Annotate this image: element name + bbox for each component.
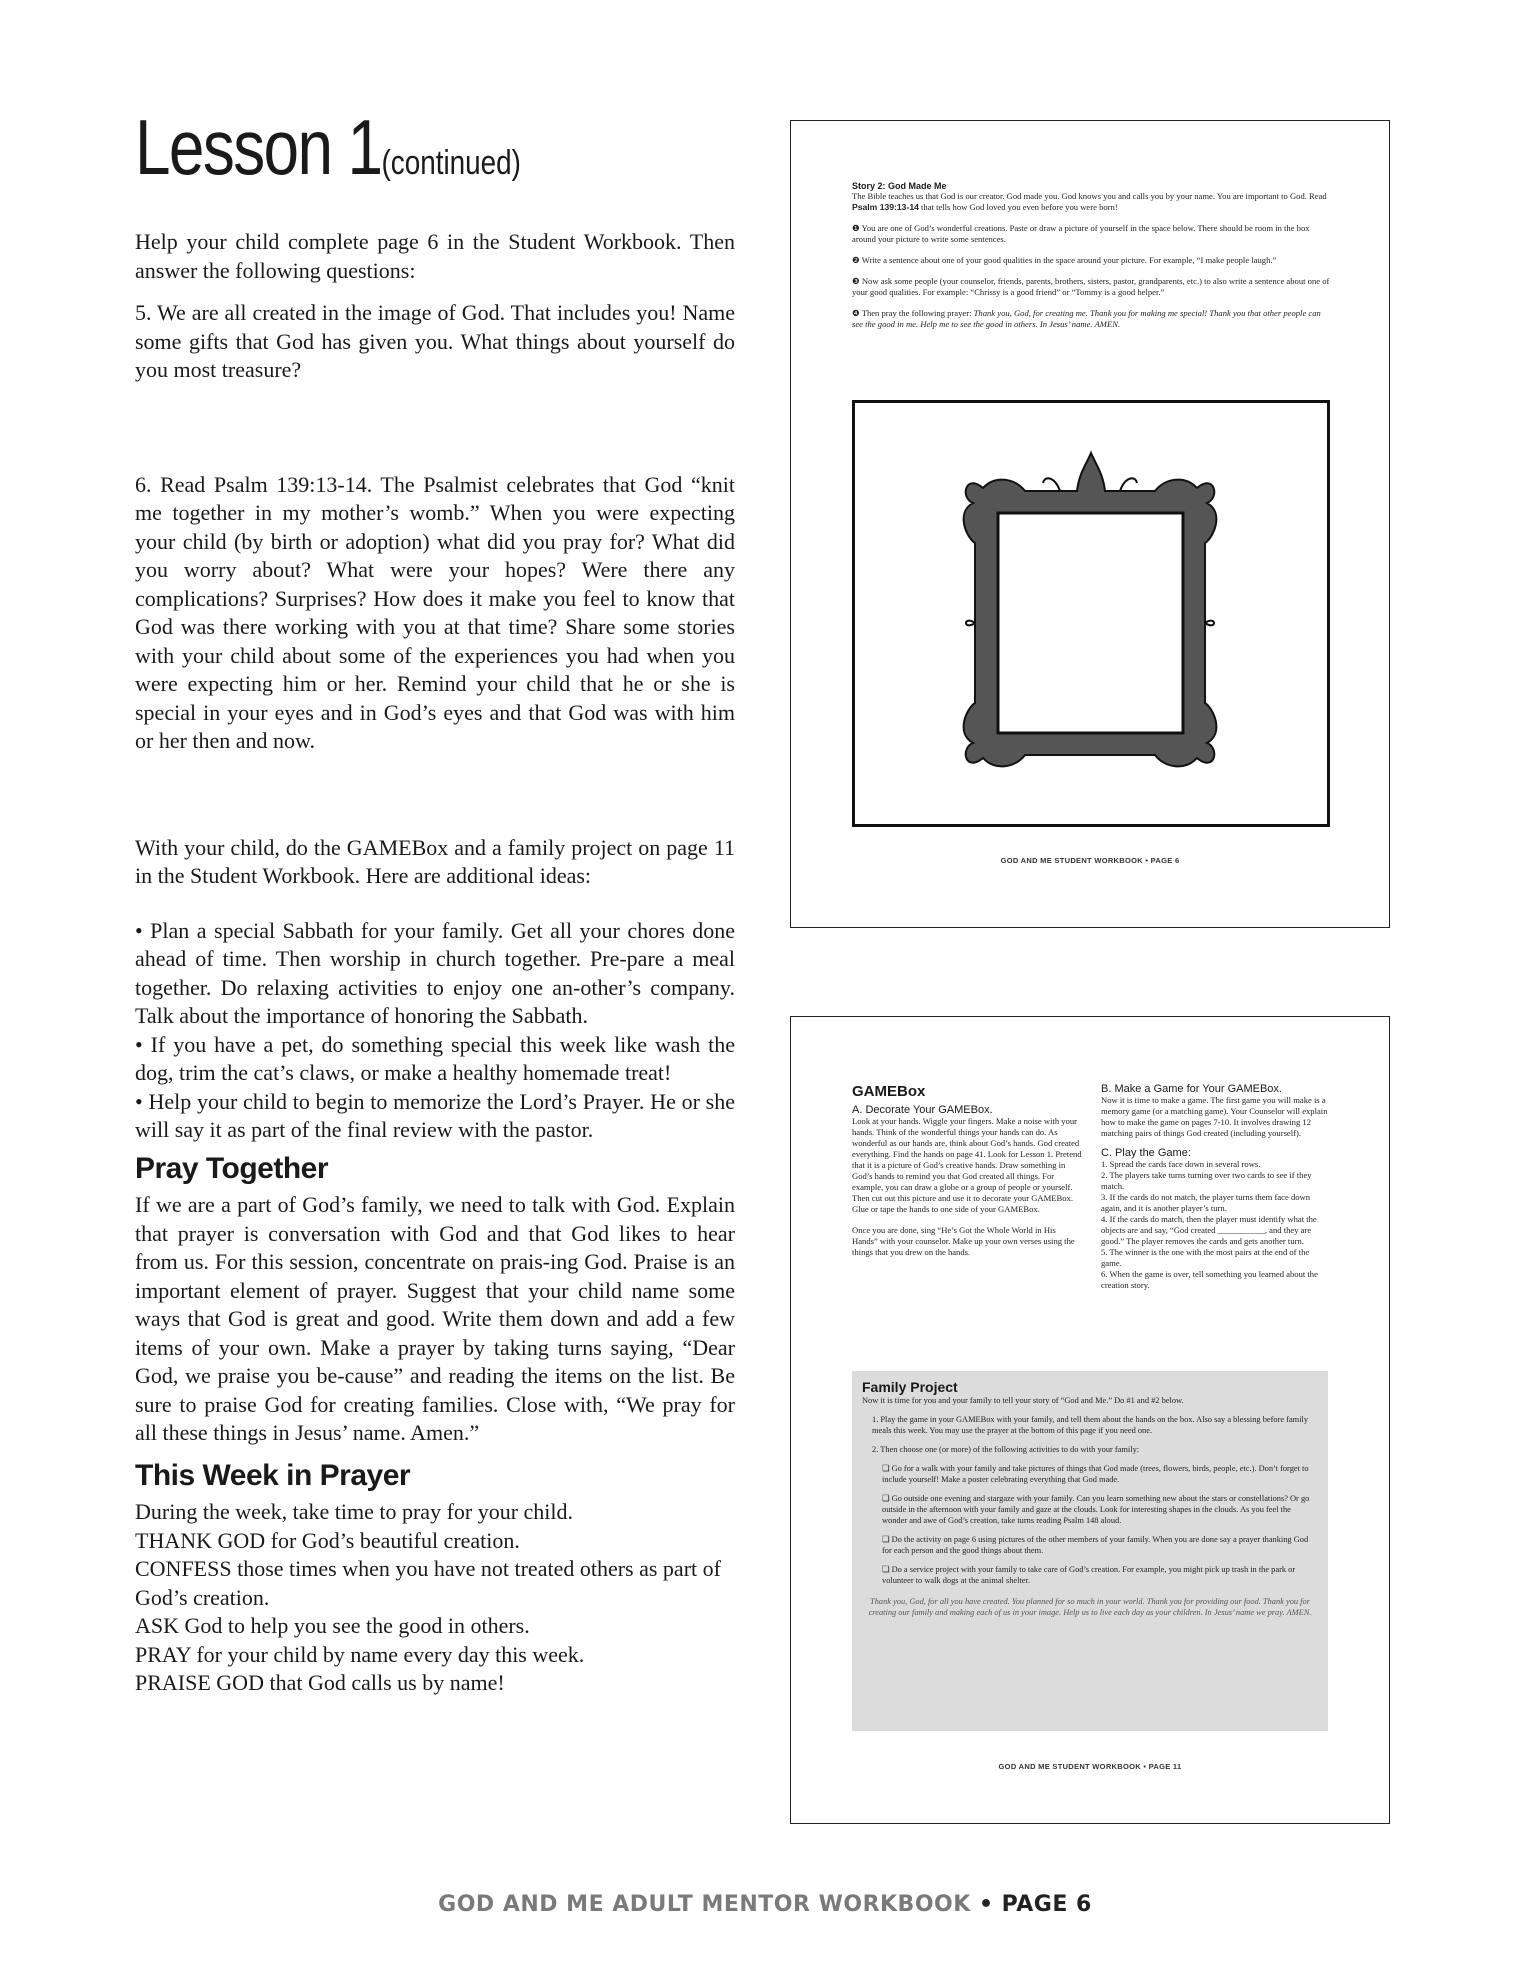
family-project-option: ❏ Do a service project with your family to take care of God’s creation. For example, you might pick up trash in the park or volunteer to walk dogs at the animal shelter. (882, 1565, 1296, 1585)
lesson-title: Lesson 1 (135, 103, 382, 191)
week-prayer-list (135, 1498, 735, 1698)
decorate-text-2: Once you are done, sing “He’s Got the Whole World in His Hands” with your counselor. Make up your own verses using the things that you drew on the hands. (852, 1225, 1075, 1257)
prayer-line: PRAISE GOD that God calls us by name! (135, 1670, 505, 1695)
make-game-title: B. Make a Game for Your GAMEBox. (1101, 1083, 1282, 1095)
prayer-line: ASK God to help you see the good in others. (135, 1613, 530, 1638)
family-project-intro: Now it is time for you and your family to tell your story of “God and Me.” Do #1 and #2 below. (862, 1396, 1184, 1405)
gamebox-intro: With your child, do the GAMEBox and a family project on page 11 in the Student Workbook. Here are additional ideas: (135, 834, 735, 888)
play-step: 6. When the game is over, tell something you learned about the creation story. (1101, 1269, 1318, 1290)
family-project-step: 2. Then choose one (or more) of the following activities to do with your family: (872, 1445, 1140, 1454)
story-step (852, 308, 1332, 330)
prayer-line: PRAY for your child by name every day this week. (135, 1641, 585, 1667)
story-step: ❶ You are one of God’s wonderful creations. Paste or draw a picture of yourself in the space below. There should be room in the box around your picture to write some sentences. (852, 223, 1310, 244)
story-intro-end: that tells how God loved you even before you were born! (918, 202, 1118, 212)
play-step: 1. Spread the cards face down in several rows. (1101, 1159, 1261, 1169)
gamebox-col-b (1101, 1083, 1331, 1291)
week-prayer-heading: This Week in Prayer (135, 1458, 411, 1492)
play-game-title: C. Play the Game: (1101, 1147, 1191, 1159)
question-6: 6. Read Psalm 139:13-14. The Psalmist celebrates that God “knit me together in my mother’s womb.” When you were expecting your child (by birth or adoption) what did you pray for? What did you worry about? What were your hopes? Were there any complications? Surprises? How does it make you feel to know that God was there working with you at that time? Share some stories with your child about some of the experiences you had when you were expecting him or her. Remind your child that he or she is special in your eyes and in God’s eyes and that God was with him or her then and now. (135, 471, 735, 753)
ornate-frame-icon (855, 403, 1327, 824)
gamebox-col-a (852, 1083, 1082, 1258)
workbook-page-11-thumbnail (790, 1016, 1390, 1824)
family-project-option: ❏ Go for a walk with your family and take pictures of things that God made (trees, flowers, birds, people, etc.). Don’t forget to include yourself! Make a poster celebrating everything that God made. (882, 1464, 1309, 1484)
step4-lead: ❹ Then pray the following prayer: (852, 308, 974, 318)
thumb-footer: GOD AND ME STUDENT WORKBOOK • PAGE 6 (1000, 856, 1180, 865)
story-step: ❷ Write a sentence about one of your good qualities in the space around your picture. For example, “I make people laugh.” (852, 255, 1277, 265)
idea-item: • If you have a pet, do something special this week like wash the dog, trim the cat’s claws, or make a healthy homemade treat! (135, 1031, 735, 1085)
pray-together-text: If we are a part of God’s family, we need to talk with God. Explain that prayer is conversation with God and that God likes to hear from us. For this session, concentrate on prais-ing God. Praise is an important element of prayer. Suggest that your child name some ways that God is great and good. Write them down and add a few items of your own. Make a prayer by taking turns saying, “Dear God, we praise you be-cause” and reading the items on the list. Be sure to praise God for creating families. Close with, “We pray for all these things in Jesus’ name. Amen.” (135, 1192, 735, 1445)
picture-box (852, 400, 1330, 827)
play-step: 4. If the cards do match, then the player must identify what the objects are and say, “God created ___________, and they are good.” The player removes the cards and gets another turn. (1101, 1214, 1317, 1246)
body-text (135, 228, 735, 1698)
family-prayer: Thank you, God, for all you have created. You planned for so much in your world. Thank you for providing our food. Thank you for creating our family and making each of us in your image. Help us to live each day as your children. In Jesus’ name we pray. AMEN. (868, 1597, 1312, 1617)
decorate-text: Look at your hands. Wiggle your fingers. Make a noise with your hands. Think of the wonderful things your hands can do. As wonderful as our hands are, think about God’s hands. God created everything. Find the hands on page 41. Look for Lesson 1. Pretend that it is a picture of God’s creative hands. Draw something in God’s hands to remind you that God created all things. For example, you can draw a globe or a group of people or yourself. Then cut out this picture and use it to decorate your GAMEBox. Glue or tape the hands to one side of your GAMEBox. (852, 1116, 1082, 1214)
footer-page-number: PAGE 6 (1001, 1892, 1092, 1917)
story-section (852, 181, 1332, 330)
continued-label: (continued) (381, 144, 521, 182)
footer-separator: • (970, 1892, 1002, 1917)
prayer-line: CONFESS those times when you have not treated others as part of God’s creation. (135, 1556, 721, 1610)
question-5: 5. We are all created in the image of God. That includes you! Name some gifts that God has given you. What things about yourself do you most treasure? (135, 300, 735, 382)
make-game-text: Now it is time to make a game. The first game you will make is a memory game (or a matching game). Your Counselor will explain how to make the game on pages 7-10. It involves drawing 12 matching pairs of things God created (including yourself). (1101, 1095, 1328, 1138)
decorate-title: A. Decorate Your GAMEBox. (852, 1104, 993, 1116)
main-column (135, 103, 735, 1698)
family-project-option: ❏ Go outside one evening and stargaze with your family. Can you learn something new about the stars or constellations? Or go outside in the afternoon with your family and gaze at the clouds. Look for interesting shapes in the clouds. As you feel the wonder and awe of God’s creation, take turns reading Psalm 148 aloud. (882, 1494, 1310, 1525)
story-intro-text: The Bible teaches us that God is our creator. God made you. God knows you and calls you by your name. You are important to God. Read (852, 191, 1327, 201)
family-project-box (852, 1371, 1328, 1731)
gamebox-title: GAMEBox (852, 1083, 926, 1100)
play-step: 2. The players take turns turning over two cards to see if they match. (1101, 1170, 1312, 1191)
play-step: 5. The winner is the one with the most pairs at the end of the game. (1101, 1247, 1310, 1268)
page-footer (0, 1892, 1530, 1917)
family-project-option: ❏ Do the activity on page 6 using pictures of the other members of your family. When you are done say a prayer thanking God for each person and the good things about them. (882, 1535, 1309, 1555)
story-step: ❸ Now ask some people (your counselor, friends, parents, brothers, sisters, pastor, grandparents, etc.) to also write a sentence about one of your good qualities. For example: “Chrissy is a good friend” or “Tommy is a good helper.” (852, 276, 1330, 297)
thumb-footer: GOD AND ME STUDENT WORKBOOK • PAGE 11 (998, 1762, 1182, 1771)
page-title (135, 103, 627, 191)
pray-together-heading: Pray Together (135, 1151, 328, 1185)
prayer-line: THANK GOD for God’s beautiful creation. (135, 1527, 520, 1553)
family-project-step: 1. Play the game in your GAMEBox with your family, and tell them about the hands on the box. Also say a blessing before family meals this week. You may use the prayer at the bottom of this page if you need one. (872, 1415, 1309, 1435)
story-ref: Psalm 139:13-14 (852, 202, 919, 212)
idea-item: • Plan a special Sabbath for your family. Get all your chores done ahead of time. Then worship in church together. Pre-pare a meal together. Do relaxing activities to enjoy one an-other’s company. Talk about the importance of honoring the Sabbath. (135, 917, 735, 1028)
intro-paragraph: Help your child complete page 6 in the Student Workbook. Then answer the following questions: (135, 229, 735, 283)
story-intro (852, 191, 1332, 213)
play-step: 3. If the cards do not match, the player turns them face down again, and it is another player’s turn. (1101, 1192, 1311, 1213)
prayer-line: During the week, take time to pray for your child. (135, 1499, 574, 1524)
family-project-title: Family Project (862, 1379, 958, 1395)
footer-title: GOD AND ME ADULT MENTOR WORKBOOK (438, 1892, 971, 1917)
step4-prayer: Thank you, God, for creating me. Thank you for making me special! Thank you that other people can see the good in me. Help me to see the good in others. In Jesus’ name. AMEN. (852, 308, 1321, 329)
idea-item: • Help your child to begin to memorize the Lord’s Prayer. He or she will say it as part of the final review with the pastor. (135, 1088, 735, 1142)
story-title: Story 2: God Made Me (852, 181, 947, 191)
workbook-page-6-thumbnail (790, 120, 1390, 928)
